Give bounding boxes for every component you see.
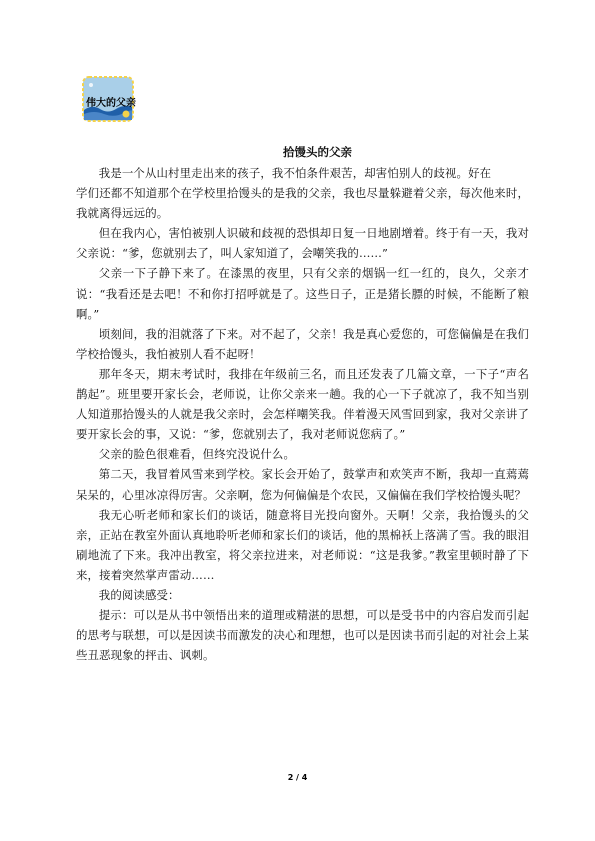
- page-number: 2 / 4: [287, 773, 308, 782]
- paragraph: 父亲的脸色很难看，但终究没说什么。: [98, 447, 295, 462]
- paragraph: 我是一个从山村里走出来的孩子，我不怕条件艰苦，却害怕别人的歧视。好在: [98, 166, 492, 180]
- paragraph: 第二天，我冒着风雪来到学校。家长会开始了，鼓掌声和欢笑声不断，我却一直蔫蔫呆呆的，心里冰凉得厉害。父亲啊，您为何偏偏是个农民，又偏偏在我们学校拾馒头呢？: [76, 467, 529, 502]
- hint-paragraph: 提示：可以是从书中领悟出来的道理或精湛的思想，可以是受书中的内容启发而引起的思考与联想，可以是因读书而激发的决心和理想，也可以是因读书而引起的对社会上某些丑恶现象的抨击、讽刺。: [76, 608, 529, 663]
- reading-response-heading: 我的阅读感受：: [98, 587, 180, 602]
- title-badge: [82, 76, 134, 122]
- badge-label: 伟大的父亲: [86, 98, 136, 109]
- paragraph: 父亲一下子静下来了。在漆黑的夜里，只有父亲的烟锅一红一红的，良久，父亲才说：“我看还是去吧！不和你打招呼就是了。这些日子，正是猪长膘的时候，不能断了粮啊。”: [76, 266, 529, 321]
- paragraph: 我无心听老师和家长们的谈话，随意将目光投向窗外。天啊！父亲，我拾馒头的父亲，正站在教室外面认真地聆听老师和家长们的谈话，他的黑棉袄上落满了雪。我的眼泪刷地流了下来。我冲出教室，将父亲拉进来，对老师说：“这是我爹。”教室里顿时静了下来，接着突然掌声雷动……: [76, 507, 529, 582]
- paragraph: 但在我内心，害怕被别人识破和歧视的恐惧却日复一日地剧增着。终于有一天，我对父亲说：“爹，您就别去了，叫人家知道了，会嘲笑我的……”: [76, 226, 529, 261]
- article-body: [76, 163, 529, 665]
- article-title: 拾馒头的父亲: [283, 145, 352, 159]
- paragraph: 那年冬天，期末考试时，我排在年级前三名，而且还发表了几篇文章，一下子“声名鹊起”。班里要开家长会，老师说，让你父亲来一趟。我的心一下子就凉了，我不知当别人知道那拾馒头的人就是我父亲时，会怎样嘲笑我。伴着漫天风雪回到家，我对父亲讲了要开家长会的事，又说：“爹，您就别去了，我对老师说您病了。”: [76, 366, 529, 442]
- paragraph: 学们还都不知道那个在学校里拾馒头的是我的父亲，我也尽量躲避着父亲，每次他来时，我就离得远远的。: [76, 186, 529, 221]
- paragraph: 顷刻间，我的泪就落了下来。对不起了，父亲！我是真心爱您的，可您偏偏是在我们学校拾馒头，我怕被别人看不起呀！: [76, 326, 529, 361]
